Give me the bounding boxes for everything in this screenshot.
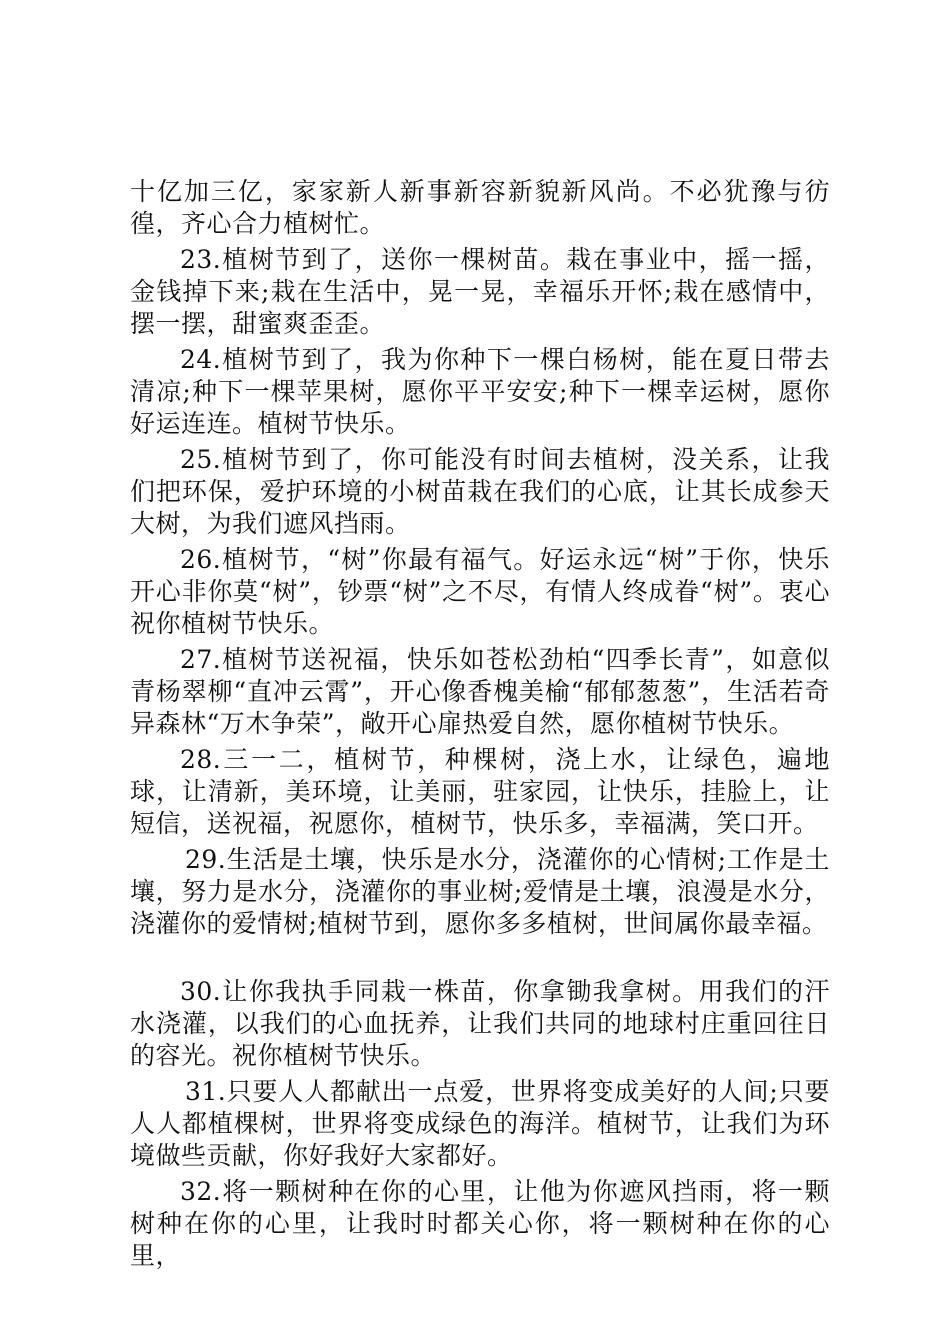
paragraph-23: 23.植树节到了，送你一棵树苗。栽在事业中，摇一摇，金钱掉下来;栽在生活中，晃一晃，幸福乐开怀;栽在感情中，摆一摆，甜蜜爽歪歪。 xyxy=(130,245,830,338)
paragraph-26: 26.植树节，“树”你最有福气。好运永远“树”于你，快乐开心非你莫“树”，钞票“树”之不尽，有情人终成眷“树”。衷心祝你植树节快乐。 xyxy=(130,545,830,638)
document-body xyxy=(130,176,830,1272)
paragraph-24: 24.植树节到了，我为你种下一棵白杨树，能在夏日带去清凉;种下一棵苹果树，愿你平平安安;种下一棵幸运树，愿你好运连连。植树节快乐。 xyxy=(130,345,830,438)
paragraph-32: 32.将一颗树种在你的心里，让他为你遮风挡雨，将一颗树种在你的心里，让我时时都关心你，将一颗树种在你的心里， xyxy=(130,1177,830,1270)
paragraph-27: 27.植树节送祝福，快乐如苍松劲柏“四季长青”，如意似青杨翠柳“直冲云霄”，开心像香槐美榆“郁郁葱葱”，生活若奇异森林“万木争荣”，敞开心扉热爱自然，愿你植树节快乐。 xyxy=(130,645,830,738)
paragraph-continued: 十亿加三亿，家家新人新事新容新貌新风尚。不必犹豫与彷徨，齐心合力植树忙。 xyxy=(130,177,830,238)
paragraph-25: 25.植树节到了，你可能没有时间去植树，没关系，让我们把环保，爱护环境的小树苗栽在我们的心底，让其长成参天大树，为我们遮风挡雨。 xyxy=(130,445,830,538)
paragraph-29: 29.生活是土壤，快乐是水分，浇灌你的心情树;工作是土壤，努力是水分，浇灌你的事业树;爱情是土壤，浪漫是水分，浇灌你的爱情树;植树节到，愿你多多植树，世间属你最幸福。 xyxy=(130,845,830,938)
paragraph-28: 28.三一二，植树节，种棵树，浇上水，让绿色，遍地球，让清新，美环境，让美丽，驻家园，让快乐，挂脸上，让短信，送祝福，祝愿你，植树节，快乐多，幸福满，笑口开。 xyxy=(130,745,830,838)
paragraph-31: 31.只要人人都献出一点爱，世界将变成美好的人间;只要人人都植棵树，世界将变成绿色的海洋。植树节，让我们为环境做些贡献，你好我好大家都好。 xyxy=(130,1077,830,1170)
paragraph-30: 30.让你我执手同栽一株苗，你拿锄我拿树。用我们的汗水浇灌，以我们的心血抚养，让我们共同的地球村庄重回往日的容光。祝你植树节快乐。 xyxy=(130,977,830,1070)
